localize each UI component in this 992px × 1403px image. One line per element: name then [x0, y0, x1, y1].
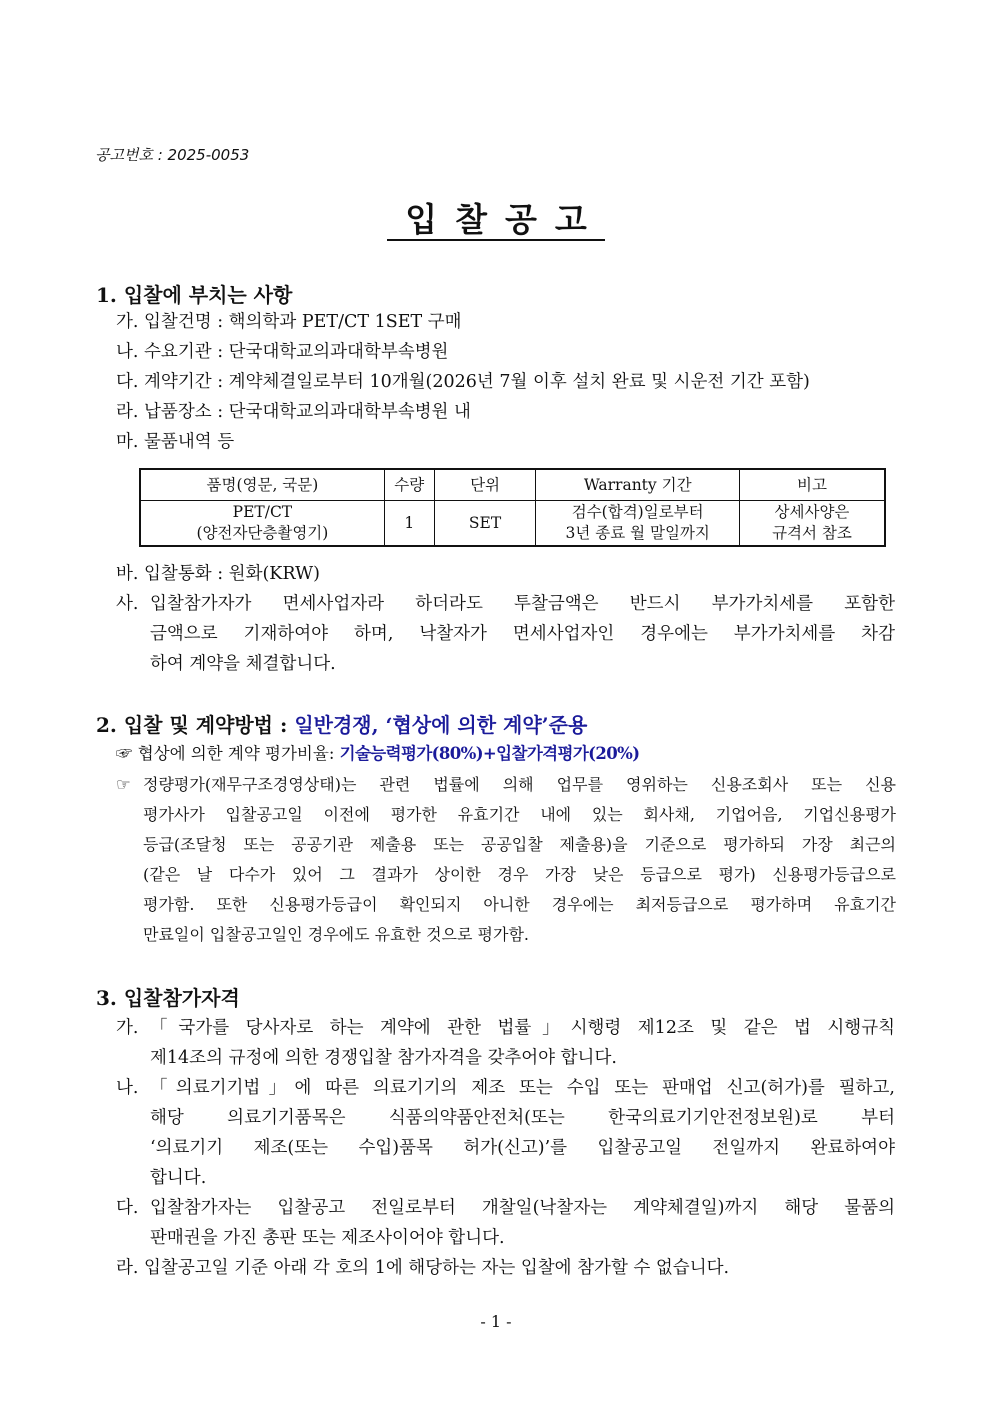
title-text: 입찰공고 [387, 200, 605, 241]
section1-item-currency: 바. 입찰통화 : 원화(KRW) [116, 564, 320, 584]
cell-unit: SET [434, 501, 536, 547]
section3-heading: 3. 입찰참가자격 [96, 986, 240, 1010]
header-unit: 단위 [434, 469, 536, 501]
vat-line-1: 입찰참가자가 면세사업자라 하더라도 투찰금액은 반드시 부가가치세를 포함한 [150, 594, 895, 614]
cell-name [140, 501, 384, 547]
cell-name-line1: PET/CT [232, 503, 293, 521]
document-title [0, 194, 992, 241]
ratio-label: 협상에 의한 계약 평가비율: [137, 744, 340, 763]
section1-item-contract-period: 다. 계약기간 : 계약체결일로부터 10개월(2026년 7월 이후 설치 완료 및 시운전 기간 포함) [116, 372, 810, 392]
goods-table-header [140, 469, 885, 501]
a-line-2: 제14조의 규정에 의한 경쟁입찰 참가자격을 갖추어야 합니다. [150, 1048, 617, 1068]
cell-note-line1: 상세사양은 [774, 503, 850, 521]
a-line-1: 「국가를 당사자로 하는 계약에 관한 법률」시행령 제12조 및 같은 법 시행규칙 [150, 1018, 895, 1038]
b-line-1: 「의료기기법」에 따른 의료기기의 제조 또는 수입 또는 판매업 신고(허가)를 필하고, [150, 1078, 895, 1098]
section2-ratio-line [116, 742, 639, 766]
eval-line-3: 등급(조달청 또는 공공기관 제출용 또는 공공입찰 제출용)을 기준으로 평가하되 가장 최근의 [143, 835, 896, 854]
section2-heading-method: 일반경쟁, ‘협상에 의한 계약’준용 [294, 713, 588, 737]
section3-b-paragraph [150, 1073, 895, 1193]
notice-number: 공고번호 : 2025-0053 [95, 146, 250, 164]
section1-heading: 1. 입찰에 부치는 사항 [96, 283, 293, 307]
cell-name-line2: (양전자단층촬영기) [196, 524, 329, 542]
b-line-3: ‘의료기기 제조(또는 수입)품목 허가(신고)’를 입찰공고일 전일까지 완료하여야 [150, 1138, 895, 1158]
vat-line-3: 하여 계약을 체결합니다. [150, 654, 336, 674]
section1-item-goods: 마. 물품내역 등 [116, 432, 235, 452]
goods-table [139, 468, 886, 547]
header-note: 비고 [739, 469, 885, 501]
section2-heading-prefix: 2. 입찰 및 계약방법 : [96, 713, 295, 737]
section3-a-paragraph [150, 1013, 895, 1073]
c-line-1: 입찰참가자는 입찰공고 전일로부터 개찰일(낙찰자는 계약체결일)까지 해당 물품의 [150, 1198, 895, 1218]
cell-qty: 1 [384, 501, 434, 547]
cell-warranty [536, 501, 740, 547]
ratio-value: 기술능력평가(80%)+입찰가격평가(20%) [339, 744, 640, 763]
section3-a-label: 가. [116, 1018, 139, 1038]
section1-vat-paragraph [150, 589, 895, 679]
vat-line-2: 금액으로 기재하여야 하며, 낙찰자가 면세사업자인 경우에는 부가가치세를 차감 [150, 624, 895, 644]
cell-warranty-line2: 3년 종료 월 말일까지 [565, 524, 710, 542]
section1-item-bid-name: 가. 입찰건명 : 핵의학과 PET/CT 1SET 구매 [116, 312, 462, 332]
c-line-2: 판매권을 가진 총판 또는 제조사이어야 합니다. [150, 1228, 505, 1248]
eval-line-6: 만료일이 입찰공고일인 경우에도 유효한 것으로 평가함. [143, 925, 530, 944]
b-line-2: 해당 의료기기품목은 식품의약품안전처(또는 한국의료기기안전정보원)로 부터 [150, 1108, 895, 1128]
header-name: 품명(영문, 국문) [140, 469, 384, 501]
section2-eval-paragraph [143, 770, 896, 950]
eval-line-1: 정량평가(재무구조경영상태)는 관련 법률에 의해 업무를 영위하는 신용조회사 또는 신용 [143, 775, 896, 794]
section2-heading [96, 709, 587, 738]
section1-item-delivery-place: 라. 납품장소 : 단국대학교의과대학부속병원 내 [116, 402, 471, 422]
section3-c-paragraph [150, 1193, 895, 1253]
b-line-4: 합니다. [150, 1168, 207, 1188]
section1-vat-label: 사. [116, 594, 139, 614]
section3-b-label: 나. [116, 1078, 139, 1098]
section3-c-label: 다. [116, 1198, 139, 1218]
table-row [140, 501, 885, 547]
pointing-hand-icon-2: ☞ [116, 775, 131, 794]
section3-d-line: 라. 입찰공고일 기준 아래 각 호의 1에 해당하는 자는 입찰에 참가할 수 없습니다. [116, 1258, 730, 1278]
header-warranty: Warranty 기간 [536, 469, 740, 501]
eval-line-2: 평가사가 입찰공고일 이전에 평가한 유효기간 내에 있는 회사채, 기업어음, 기업신용평가 [143, 805, 896, 824]
page-number: - 1 - [480, 1312, 512, 1331]
cell-note-line2: 규격서 참조 [772, 524, 852, 542]
pointing-hand-icon: ☞ [116, 744, 133, 763]
eval-line-5: 평가함. 또한 신용평가등급이 확인되지 아니한 경우에는 최저등급으로 평가하며 유효기간 [143, 895, 896, 914]
header-qty: 수량 [384, 469, 434, 501]
cell-note [739, 501, 885, 547]
section1-item-institution: 나. 수요기관 : 단국대학교의과대학부속병원 [116, 342, 449, 362]
eval-line-4: (같은 날 다수가 있어 그 결과가 상이한 경우 가장 낮은 등급으로 평가) 신용평가등급으로 [143, 865, 896, 884]
cell-warranty-line1: 검수(합격)일로부터 [571, 503, 704, 521]
